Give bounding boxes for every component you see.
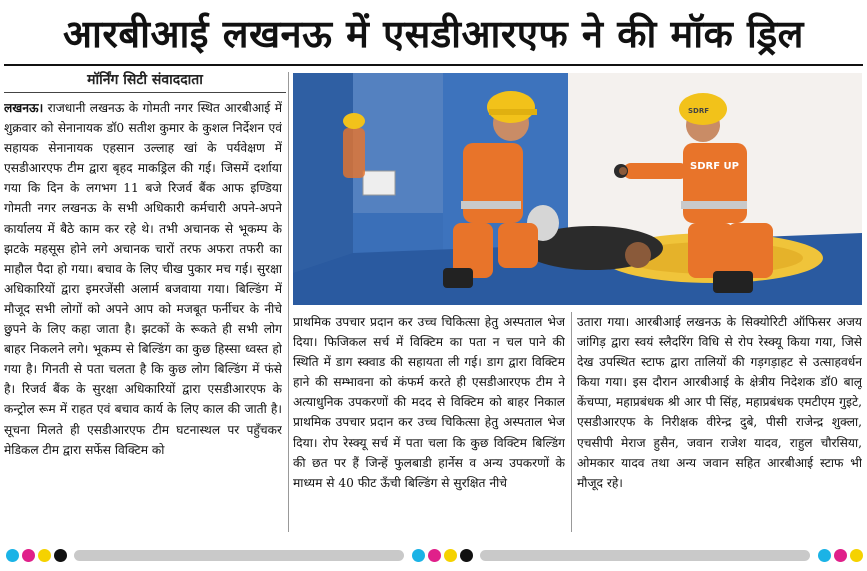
yellow-dot [444,549,457,562]
column-1-text: राजधानी लखनऊ के गोमती नगर स्थित आरबीआई में शुक्रवार को सेनानायक डॉ0 सतीश कुमार के कुशल निर्देशन एवं सहायक सेनानायक एहसान उल्लाह खां के पर्यवेक्षण में एसडीआरएफ टीम द्वारा बृहद माकड्रिल की गई। जिसमें दर्शाया गया कि दिन के लगभग 11 बजे रिजर्व बैंक आफ इण्डिया गोमती नगर लखनऊ के सभी अधिकारी कर्मचारी अपने-अपने कार्यालय में बैठे काम कर रहे थे। तभी अचानक से भूकम्प के झटके महसूस होने लगे अचानक चारों तरफ अफरा तफरी का माहौल पैदा हो गया। बचाव के लिए चीख पुकार मच गई। सुरक्षा अधिकारियों द्वारा इमरजेंसी अलार्म बजवाया गया। बिल्डिंग में मौजूद सभी लोगों को अपने आप को मजबूत फर्नीचर के नीचे छुपने के लिए कहा जाता है। झटकों के रूकते ही सभी लोग बाहर निकलने लगे। भूकम्प से बिल्डिंग का कुछ हिस्सा ध्वस्त हो गया है। गिनती से पता चलता है कि कुछ लोग बिल्डिंग में फंसे है। रिजर्व बैंक के सुरक्षा अधिकारियों द्वारा एसडीआरएफ के कन्ट्रोल रूम में राहत एवं बचाव कार्य के लिए काल की जाती है। सूचना मिलते ही एसडीआरएफ टीम घटनास्थल पर पहुँचकर मेडिकल टीम द्वारा सर्फेस विक्टिम को [4,101,282,457]
magenta-dot [834,549,847,562]
rescue-drill-illustration [293,73,862,305]
column-divider [288,72,289,532]
yellow-dot [850,549,863,562]
cyan-dot [6,549,19,562]
column-divider [571,312,572,532]
footer-divider [74,550,404,561]
dateline: लखनऊ। [4,101,44,115]
article-column-1 [4,98,282,528]
article-column-3 [577,312,862,527]
cyan-dot [412,549,425,562]
vest-label: SDRF UP [690,161,739,172]
column-3-text: उतारा गया। आरबीआई लखनऊ के सिक्योरिटी ऑफिसर अजय जांगिड़ द्वारा स्वयं स्लैदरिंग विधि से रोप रेस्क्यू किया गया, जिसे देख उपस्थित स्टाफ द्वारा तालियों की गड़गड़ाहट से उत्साहवर्धन किया गया। इस दौरान आरबीआई के क्षेत्रीय निदेशक डॉ0 बालू केंचप्पा, महाप्रबंधक श्री आर पी सिंह, महाप्रबंधक एमटीएम गुइटे, एसडीआरएफ के निरीक्षक वीरेन्द्र दुबे, पीसी राजेन्द्र शुक्ला, एचसीपी मेराज हुसैन, जवान राजेश यादव, राहुल चौरसिया, ओमकार यादव तथा अन्य जवान सहित आरबीआई स्टाफ भी मौजूद रहे। [577,315,862,490]
headline: आरबीआई लखनऊ में एसडीआरएफ ने की मॉक ड्रिल [63,12,804,56]
article-column-2 [293,312,565,527]
black-dot [460,549,473,562]
decorative-footer-bar [0,541,867,571]
byline-rule [4,92,286,93]
magenta-dot [428,549,441,562]
cyan-dot [818,549,831,562]
news-photo [293,73,862,305]
column-2-text: प्राथमिक उपचार प्रदान कर उच्च चिकित्सा हेतु अस्पताल भेज दिया। फिजिकल सर्च में विक्टिम का पता न चल पाने की स्थिति में डाग स्क्वाड की सहायता ली गई। डाग द्वारा विक्टिम हाने की सम्भावना को कंफर्म करते ही एसडीआरएफ टीम ने अत्याधुनिक उपकरणों की मदद से विक्टिम को बाहर निकाल प्राथमिक उपचार प्रदान कर उच्च चिकित्सा हेतु अस्पताल भेज दिया। रोप रेस्क्यू सर्च में पता चला कि कुछ विक्टिम बिल्डिंग की छत पर हैं जिन्हें फुलबाडी हार्नेस व अन्य उपकरणों के माध्यम से 40 फीट ऊँची बिल्डिंग से सुरक्षित नीचे [293,315,565,490]
byline: मॉर्निंग सिटी संवाददाता [87,72,203,88]
footer-divider [480,550,810,561]
helmet-label: SDRF [688,107,710,115]
magenta-dot [22,549,35,562]
yellow-dot [38,549,51,562]
black-dot [54,549,67,562]
headline-rule [4,64,863,66]
